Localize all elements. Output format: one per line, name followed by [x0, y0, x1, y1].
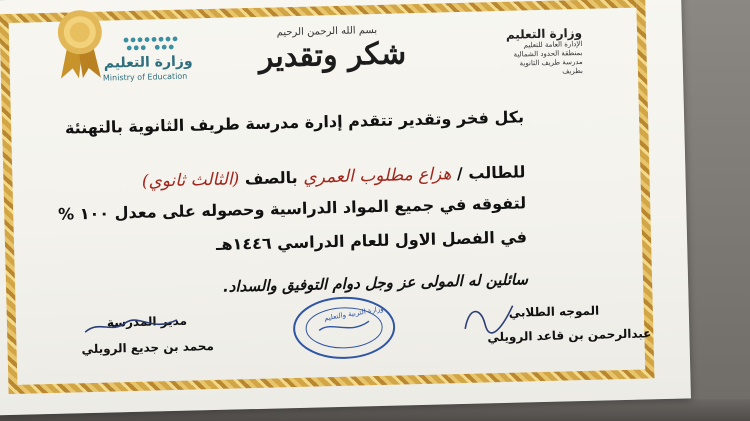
- stamp-text: وزارة التربية والتعليم: [323, 304, 385, 323]
- ministry-dots-icon: [120, 34, 180, 55]
- principal-name: محمد بن جديع الرويلي: [81, 339, 214, 357]
- school-stamp: [288, 291, 400, 366]
- school-header: [502, 26, 583, 78]
- wishes-line: سائلين له المولى عز وجل دوام التوفيق والسداد.: [222, 270, 529, 296]
- basmala: بسم الله الرحمن الرحيم: [276, 24, 378, 39]
- school-header-line2: بمنطقة الحدود الشمالية: [513, 48, 583, 59]
- ministry-name-arabic: وزارة التعليم: [103, 53, 193, 72]
- congratulation-line: بكل فخر وتقدير تتقدم إدارة مدرسة طريف الثانوية بالتهنئة: [64, 107, 525, 138]
- student-prefix: للطالب /: [456, 162, 526, 184]
- counselor-name: عبدالرحمن بن قاعد الرويلي: [487, 326, 652, 345]
- school-header-line1: الإدارة العامة للتعليم: [523, 39, 583, 50]
- student-grade: (الثالث ثانوي): [141, 169, 240, 192]
- ministry-name-english: Ministry of Education: [102, 71, 188, 83]
- achievement-line: لتفوقه في جميع المواد الدراسية وحصوله على معدل ١٠٠ %: [57, 193, 527, 224]
- principal-title: مدير المدرسة: [106, 313, 188, 330]
- student-name: هزاع مطلوب العمري: [303, 164, 452, 188]
- counselor-title: الموجه الطلابي: [508, 303, 600, 320]
- school-header-line3: مدرسة طريف الثانوية بطريف: [519, 57, 584, 76]
- school-header-ministry: وزارة التعليم: [505, 25, 583, 42]
- certificate-title: شكر وتقدير: [258, 36, 407, 75]
- principal-signature: [81, 314, 182, 338]
- grade-label: بالصف: [244, 167, 298, 189]
- semester-line: في الفصل الاول للعام الدراسي ١٤٤٦هـ: [215, 227, 528, 254]
- ministry-logo: [102, 33, 193, 82]
